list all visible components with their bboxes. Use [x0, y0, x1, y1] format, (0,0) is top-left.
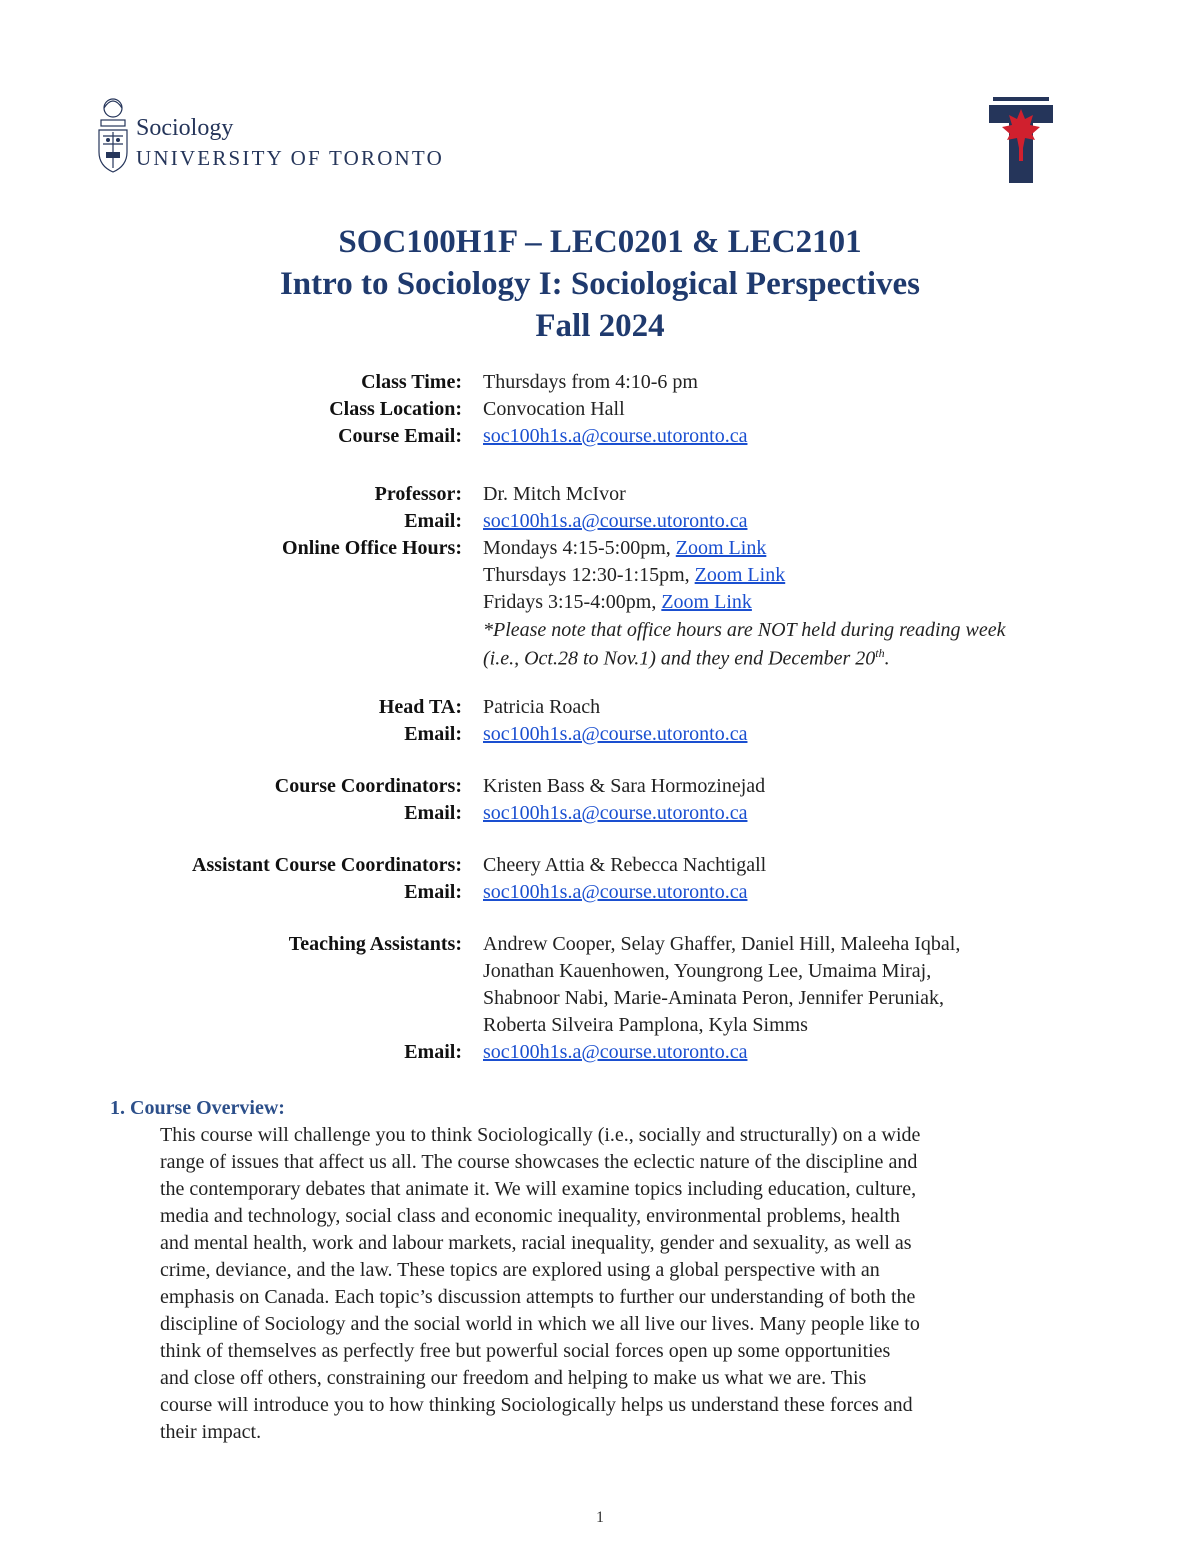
- uoft-crest-icon: [92, 96, 134, 184]
- logo-department-text: Sociology: [136, 115, 234, 141]
- office-hours-time: Fridays 3:15-4:00pm,: [483, 591, 657, 613]
- office-hours-note-line1: *Please note that office hours are NOT held during reading week: [483, 619, 1006, 641]
- term-title: Fall 2024: [535, 308, 665, 344]
- professor-email-link[interactable]: soc100h1s.a@course.utoronto.ca: [483, 510, 748, 532]
- head-ta-label: Head TA:: [378, 696, 462, 718]
- overview-line: and mental health, work and labour markets, racial inequality, gender and sexuality, as well as: [160, 1232, 912, 1254]
- office-hours-note-line2: (i.e., Oct.28 to Nov.1) and they end December 20th.: [483, 646, 890, 670]
- logo-university-text: UNIVERSITY OF TORONTO: [136, 146, 444, 170]
- zoom-link-thursday[interactable]: Zoom Link: [694, 564, 786, 586]
- office-hours-monday: [483, 538, 766, 558]
- teaching-assistants-label: Teaching Assistants:: [288, 933, 462, 955]
- varsity-t-maple-leaf-icon: [985, 95, 1057, 187]
- course-email-label: Course Email:: [338, 425, 462, 447]
- overview-line: think of themselves as perfectly free but powerful social forces open up some opportunities: [160, 1340, 891, 1362]
- ta-email-link[interactable]: soc100h1s.a@course.utoronto.ca: [483, 1041, 748, 1063]
- head-ta-email-label: Email:: [404, 723, 462, 745]
- coordinators-value: Kristen Bass & Sara Hormozinejad: [483, 775, 766, 797]
- head-ta-value: Patricia Roach: [483, 696, 601, 718]
- overview-line: media and technology, social class and economic inequality, environmental problems, health: [160, 1205, 900, 1227]
- overview-line: crime, deviance, and the law. These topics are explored using a global perspective with an: [160, 1259, 880, 1281]
- coordinators-email-label: Email:: [404, 802, 462, 824]
- ta-names-line: Roberta Silveira Pamplona, Kyla Simms: [483, 1014, 808, 1036]
- overview-line: range of issues that affect us all. The course showcases the eclectic nature of the discipline and: [160, 1151, 918, 1173]
- office-hours-label: Online Office Hours:: [282, 537, 462, 559]
- assistant-coordinators-label: Assistant Course Coordinators:: [192, 854, 462, 876]
- page-number: 1: [596, 1509, 604, 1526]
- office-hours-friday: [483, 592, 752, 612]
- course-email-link[interactable]: soc100h1s.a@course.utoronto.ca: [483, 425, 748, 447]
- ta-names-line: Jonathan Kauenhowen, Youngrong Lee, Umaima Miraj,: [483, 960, 932, 982]
- course-code-title: SOC100H1F – LEC0201 & LEC2101: [338, 224, 862, 260]
- course-overview-heading: 1. Course Overview:: [110, 1097, 285, 1119]
- class-time-label: Class Time:: [361, 371, 462, 393]
- office-hours-time: Mondays 4:15-5:00pm,: [483, 537, 671, 559]
- office-hours-time: Thursdays 12:30-1:15pm,: [483, 564, 690, 586]
- assistant-coordinators-value: Cheery Attia & Rebecca Nachtigall: [483, 854, 767, 876]
- ta-names-line: Shabnoor Nabi, Marie-Aminata Peron, Jennifer Peruniak,: [483, 987, 944, 1009]
- zoom-link-monday[interactable]: Zoom Link: [675, 537, 767, 559]
- overview-line: emphasis on Canada. Each topic’s discussion attempts to further our understanding of both the: [160, 1286, 916, 1308]
- overview-line: their impact.: [160, 1421, 262, 1443]
- professor-label: Professor:: [374, 483, 462, 505]
- class-location-value: Convocation Hall: [483, 398, 625, 420]
- zoom-link-friday[interactable]: Zoom Link: [661, 591, 752, 613]
- office-hours-thursday: [483, 565, 785, 585]
- ta-names-line: Andrew Cooper, Selay Ghaffer, Daniel Hill, Maleeha Iqbal,: [483, 933, 961, 955]
- coordinators-email-link[interactable]: soc100h1s.a@course.utoronto.ca: [483, 802, 748, 824]
- overview-line: This course will challenge you to think Sociologically (i.e., socially and structurally) on a wide: [160, 1124, 921, 1146]
- overview-line: course will introduce you to how thinking Sociologically helps us understand these forces and: [160, 1394, 913, 1416]
- class-location-label: Class Location:: [329, 398, 462, 420]
- coordinators-label: Course Coordinators:: [274, 775, 462, 797]
- course-name-title: Intro to Sociology I: Sociological Perspectives: [279, 266, 921, 302]
- ta-email-label: Email:: [404, 1041, 462, 1063]
- professor-value: Dr. Mitch McIvor: [483, 483, 626, 505]
- overview-line: and close off others, constraining our freedom and helping to make us what we are. This: [160, 1367, 867, 1389]
- professor-email-label: Email:: [404, 510, 462, 532]
- overview-line: discipline of Sociology and the social world in which we all live our lives. Many people like to: [160, 1313, 920, 1335]
- assistant-email-link[interactable]: soc100h1s.a@course.utoronto.ca: [483, 881, 748, 903]
- class-time-value: Thursdays from 4:10-6 pm: [483, 371, 698, 393]
- head-ta-email-link[interactable]: soc100h1s.a@course.utoronto.ca: [483, 723, 748, 745]
- assistant-email-label: Email:: [404, 881, 462, 903]
- overview-line: the contemporary debates that animate it. We will examine topics including education, culture,: [160, 1178, 917, 1200]
